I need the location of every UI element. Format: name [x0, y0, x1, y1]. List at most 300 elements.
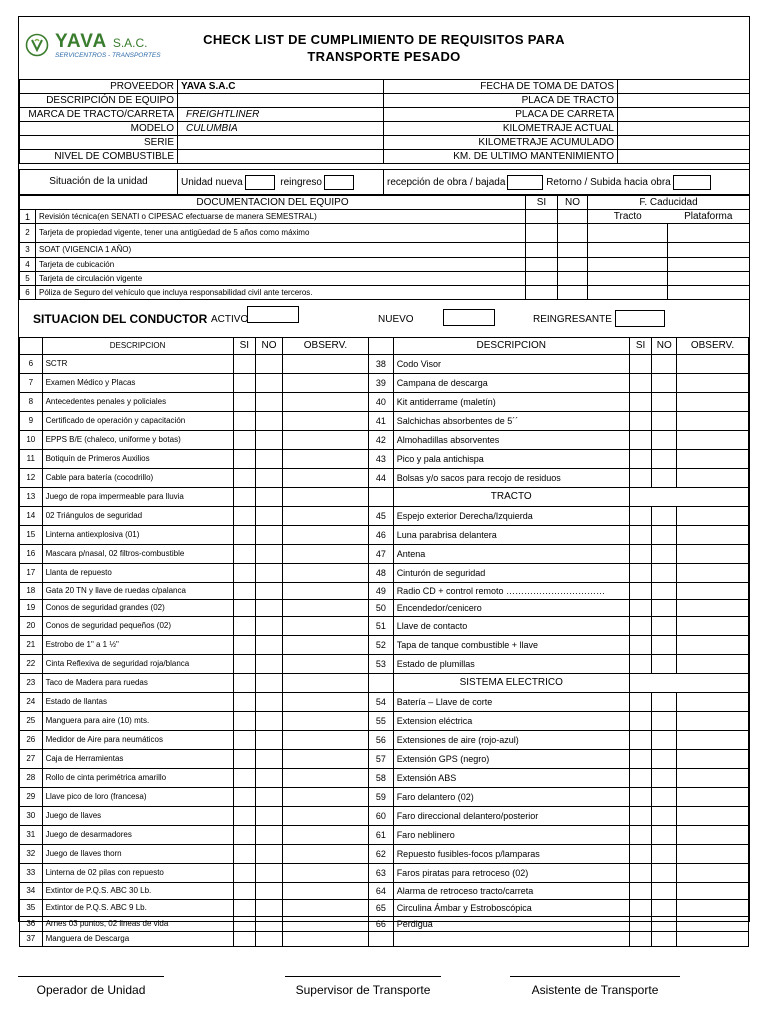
checklist-row — [20, 526, 749, 545]
right-no-cell[interactable] — [652, 600, 677, 617]
right-si-cell[interactable] — [629, 450, 652, 469]
right-si-cell[interactable] — [629, 693, 652, 712]
checklist-row — [20, 750, 749, 769]
left-obs-cell[interactable] — [282, 674, 368, 693]
left-item-number: 17 — [20, 564, 43, 583]
left-item-text: Linterna antiexplosiva (01) — [42, 526, 233, 545]
left-no-cell[interactable] — [256, 564, 283, 583]
right-no-cell[interactable] — [652, 636, 677, 655]
proveedor-label: PROVEEDOR — [20, 80, 178, 94]
doc-tracto-cell[interactable] — [588, 243, 668, 258]
left-no-cell[interactable] — [256, 788, 283, 807]
left-no-cell[interactable] — [256, 693, 283, 712]
right-si-cell[interactable] — [629, 412, 652, 431]
fecha-value[interactable] — [618, 80, 750, 94]
right-no-cell[interactable] — [652, 617, 677, 636]
right-si-cell[interactable] — [629, 932, 652, 947]
doc-no-cell[interactable] — [558, 224, 588, 243]
right-no-cell[interactable] — [652, 788, 677, 807]
km-acumulado-value[interactable] — [618, 136, 750, 150]
left-obs-cell[interactable] — [282, 583, 368, 600]
left-obs-cell[interactable] — [282, 526, 368, 545]
right-obs-cell[interactable] — [677, 932, 749, 947]
left-obs-cell[interactable] — [282, 600, 368, 617]
doc-no-cell[interactable] — [558, 243, 588, 258]
checklist-row — [20, 355, 749, 374]
checklist-row — [20, 507, 749, 526]
right-si-cell[interactable] — [629, 807, 652, 826]
right-si-cell[interactable] — [629, 355, 652, 374]
right-item-text — [393, 932, 629, 947]
right-obs-cell[interactable] — [677, 712, 749, 731]
asistente-label: Asistente de Transporte — [531, 983, 659, 997]
doc-si-cell[interactable] — [526, 224, 558, 243]
right-obs-cell[interactable] — [677, 355, 749, 374]
left-item-number: 7 — [20, 374, 43, 393]
right-no-cell[interactable] — [652, 583, 677, 600]
left-obs-cell[interactable] — [282, 807, 368, 826]
right-si-cell[interactable] — [629, 526, 652, 545]
right-no-cell[interactable] — [652, 412, 677, 431]
right-item-number: 58 — [369, 769, 394, 788]
left-obs-cell[interactable] — [282, 617, 368, 636]
right-item-text: Radio CD + control remoto …………………………… — [393, 583, 629, 600]
checklist-row — [20, 917, 749, 932]
left-no-cell[interactable] — [256, 355, 283, 374]
left-si-cell[interactable] — [233, 900, 256, 917]
right-no-cell[interactable] — [652, 655, 677, 674]
left-obs-cell[interactable] — [282, 845, 368, 864]
section-header: TRACTO — [393, 488, 629, 507]
right-obs-cell[interactable] — [677, 526, 749, 545]
right-si-cell[interactable] — [629, 769, 652, 788]
doc-plataforma-cell[interactable] — [668, 286, 750, 300]
left-no-cell[interactable] — [256, 769, 283, 788]
right-item-number: 51 — [369, 617, 394, 636]
asistente-signature[interactable] — [510, 976, 680, 997]
left-obs-cell[interactable] — [282, 750, 368, 769]
right-si-cell[interactable] — [629, 374, 652, 393]
doc-si-cell[interactable] — [526, 286, 558, 300]
right-obs-cell[interactable] — [677, 507, 749, 526]
right-no-cell[interactable] — [652, 526, 677, 545]
checklist-row — [20, 655, 749, 674]
left-obs-cell[interactable] — [282, 564, 368, 583]
right-obs-cell[interactable] — [677, 469, 749, 488]
doc-item-number: 6 — [20, 286, 36, 300]
km-actual-value[interactable] — [618, 122, 750, 136]
right-item-number: 38 — [369, 355, 394, 374]
left-obs-cell[interactable] — [282, 431, 368, 450]
left-si-cell[interactable] — [233, 450, 256, 469]
left-no-cell[interactable] — [256, 900, 283, 917]
right-obs-cell[interactable] — [677, 583, 749, 600]
left-item-text: 02 Triángulos de seguridad — [42, 507, 233, 526]
doc-item-text: SOAT (VIGENCIA 1 AÑO) — [36, 243, 526, 258]
left-obs-cell[interactable] — [282, 788, 368, 807]
reingresante-checkbox[interactable] — [615, 310, 665, 327]
right-si-cell[interactable] — [629, 845, 652, 864]
doc-tracto-cell[interactable] — [588, 272, 668, 286]
right-no-cell[interactable] — [652, 355, 677, 374]
placa-carreta-label: PLACA DE CARRETA — [384, 108, 618, 122]
right-no-cell[interactable] — [652, 731, 677, 750]
left-si-cell[interactable] — [233, 750, 256, 769]
left-item-number: 24 — [20, 693, 43, 712]
right-si-cell[interactable] — [629, 788, 652, 807]
left-obs-cell[interactable] — [282, 393, 368, 412]
right-no-cell[interactable] — [652, 564, 677, 583]
right-item-text: Faro direccional delantero/posterior — [393, 807, 629, 826]
placa-tracto-value[interactable] — [618, 94, 750, 108]
marca-value[interactable]: FREIGHTLINER — [178, 108, 384, 122]
left-obs-cell[interactable] — [282, 917, 368, 932]
si-header-left: SI — [233, 338, 256, 355]
left-no-cell[interactable] — [256, 507, 283, 526]
right-no-cell[interactable] — [652, 450, 677, 469]
right-obs-cell[interactable] — [677, 617, 749, 636]
right-no-cell[interactable] — [652, 826, 677, 845]
left-si-cell[interactable] — [233, 788, 256, 807]
right-obs-cell[interactable] — [677, 883, 749, 900]
right-item-number: 54 — [369, 693, 394, 712]
left-obs-cell[interactable] — [282, 636, 368, 655]
right-item-number: 60 — [369, 807, 394, 826]
caducidad-header: F. Caducidad — [588, 196, 750, 210]
doc-no-cell[interactable] — [558, 272, 588, 286]
left-item-text: Gata 20 TN y llave de ruedas c/palanca — [42, 583, 233, 600]
right-si-cell[interactable] — [629, 545, 652, 564]
left-no-cell[interactable] — [256, 932, 283, 947]
left-item-text: Taco de Madera para ruedas — [42, 674, 233, 693]
left-item-number: 25 — [20, 712, 43, 731]
left-obs-cell[interactable] — [282, 655, 368, 674]
right-obs-cell[interactable] — [677, 412, 749, 431]
left-obs-cell[interactable] — [282, 693, 368, 712]
doc-tracto-cell[interactable] — [588, 286, 668, 300]
right-no-cell[interactable] — [652, 693, 677, 712]
right-no-cell[interactable] — [652, 393, 677, 412]
left-no-cell[interactable] — [256, 374, 283, 393]
right-no-cell[interactable] — [652, 750, 677, 769]
right-si-cell[interactable] — [629, 917, 652, 932]
operador-signature[interactable] — [18, 976, 164, 997]
left-obs-cell[interactable] — [282, 883, 368, 900]
right-obs-cell[interactable] — [677, 636, 749, 655]
left-si-cell[interactable] — [233, 693, 256, 712]
right-item-number — [369, 488, 394, 507]
left-obs-cell[interactable] — [282, 412, 368, 431]
right-obs-cell[interactable] — [677, 900, 749, 917]
descripcion-label: DESCRIPCIÓN DE EQUIPO — [20, 94, 178, 108]
retorno-checkbox[interactable] — [673, 175, 711, 190]
right-si-cell[interactable] — [629, 600, 652, 617]
left-item-number: 23 — [20, 674, 43, 693]
situacion-conductor-row — [19, 303, 749, 338]
right-si-cell[interactable] — [629, 900, 652, 917]
nuevo-label: NUEVO — [378, 314, 414, 325]
right-obs-cell[interactable] — [677, 600, 749, 617]
left-si-cell[interactable] — [233, 655, 256, 674]
right-no-cell[interactable] — [652, 900, 677, 917]
right-obs-cell[interactable] — [677, 693, 749, 712]
left-no-cell[interactable] — [256, 450, 283, 469]
right-no-cell[interactable] — [652, 545, 677, 564]
left-no-cell[interactable] — [256, 864, 283, 883]
recepcion-label: recepción de obra / bajada — [387, 176, 506, 188]
left-obs-cell[interactable] — [282, 864, 368, 883]
right-obs-cell[interactable] — [677, 788, 749, 807]
right-no-cell[interactable] — [652, 712, 677, 731]
left-obs-cell[interactable] — [282, 374, 368, 393]
doc-tracto-cell[interactable] — [588, 258, 668, 272]
left-item-number: 10 — [20, 431, 43, 450]
no-header-left: NO — [256, 338, 283, 355]
left-si-cell[interactable] — [233, 507, 256, 526]
checklist-row — [20, 545, 749, 564]
left-no-cell[interactable] — [256, 617, 283, 636]
left-si-cell[interactable] — [233, 731, 256, 750]
right-obs-cell[interactable] — [677, 545, 749, 564]
left-obs-cell[interactable] — [282, 826, 368, 845]
left-obs-cell[interactable] — [282, 450, 368, 469]
right-item-text: Circulina Ámbar y Estroboscópica — [393, 900, 629, 917]
right-obs-cell[interactable] — [677, 750, 749, 769]
activo-checkbox[interactable] — [247, 306, 299, 323]
left-obs-cell[interactable] — [282, 731, 368, 750]
left-item-text: Juego de ropa impermeable para lluvia — [42, 488, 233, 507]
doc-tracto-cell[interactable] — [588, 224, 668, 243]
km-mant-value[interactable] — [618, 150, 750, 164]
right-item-text: Antena — [393, 545, 629, 564]
unidad-nueva-label: Unidad nueva — [181, 176, 243, 188]
doc-item-number: 3 — [20, 243, 36, 258]
left-no-cell[interactable] — [256, 731, 283, 750]
right-si-cell[interactable] — [629, 469, 652, 488]
doc-item-text: Tarjeta de circulación vigente — [36, 272, 526, 286]
supervisor-signature[interactable] — [285, 976, 441, 997]
right-si-cell[interactable] — [629, 712, 652, 731]
right-no-cell[interactable] — [652, 883, 677, 900]
left-si-cell[interactable] — [233, 393, 256, 412]
right-no-cell[interactable] — [652, 864, 677, 883]
recepcion-checkbox[interactable] — [507, 175, 543, 190]
descripcion-value[interactable] — [178, 94, 384, 108]
right-obs-cell[interactable] — [677, 393, 749, 412]
right-si-cell[interactable] — [629, 864, 652, 883]
left-si-cell[interactable] — [233, 374, 256, 393]
left-si-cell[interactable] — [233, 355, 256, 374]
unidad-nueva-checkbox[interactable] — [245, 175, 275, 190]
left-item-text: Cinta Reflexiva de seguridad roja/blanca — [42, 655, 233, 674]
left-item-text: Medidor de Aire para neumáticos — [42, 731, 233, 750]
right-si-cell[interactable] — [629, 431, 652, 450]
left-si-cell[interactable] — [233, 617, 256, 636]
left-item-text: Juego de llaves thorn — [42, 845, 233, 864]
right-si-cell[interactable] — [629, 583, 652, 600]
right-obs-cell[interactable] — [677, 731, 749, 750]
serie-value[interactable] — [178, 136, 384, 150]
right-obs-cell[interactable] — [677, 826, 749, 845]
left-obs-cell[interactable] — [282, 355, 368, 374]
right-no-cell[interactable] — [652, 374, 677, 393]
right-obs-cell[interactable] — [677, 845, 749, 864]
doc-plataforma-cell[interactable] — [668, 272, 750, 286]
left-item-text: Estrobo de 1" a 1 ½" — [42, 636, 233, 655]
modelo-value[interactable]: CULUMBIA — [178, 122, 384, 136]
left-obs-cell[interactable] — [282, 507, 368, 526]
left-no-cell[interactable] — [256, 412, 283, 431]
left-item-text: Estado de llantas — [42, 693, 233, 712]
doc-no-cell[interactable] — [558, 258, 588, 272]
right-obs-cell[interactable] — [677, 431, 749, 450]
right-si-cell[interactable] — [629, 826, 652, 845]
right-si-cell[interactable] — [629, 883, 652, 900]
left-item-number: 26 — [20, 731, 43, 750]
left-no-cell[interactable] — [256, 393, 283, 412]
right-no-cell[interactable] — [652, 807, 677, 826]
left-si-cell[interactable] — [233, 807, 256, 826]
left-si-cell[interactable] — [233, 845, 256, 864]
combustible-value[interactable] — [178, 150, 384, 164]
left-si-cell[interactable] — [233, 917, 256, 932]
left-obs-cell[interactable] — [282, 469, 368, 488]
right-obs-cell[interactable] — [677, 807, 749, 826]
doc-si-cell[interactable] — [526, 272, 558, 286]
right-obs-cell[interactable] — [677, 864, 749, 883]
left-no-cell[interactable] — [256, 583, 283, 600]
left-item-number: 21 — [20, 636, 43, 655]
left-no-cell[interactable] — [256, 883, 283, 900]
desc-header-left: DESCRIPCION — [42, 338, 233, 355]
checklist-row — [20, 932, 749, 947]
right-si-cell[interactable] — [629, 636, 652, 655]
left-no-cell[interactable] — [256, 636, 283, 655]
left-obs-cell[interactable] — [282, 932, 368, 947]
left-si-cell[interactable] — [233, 412, 256, 431]
right-obs-cell[interactable] — [677, 374, 749, 393]
right-item-text: Bolsas y/o sacos para recojo de residuos — [393, 469, 629, 488]
left-si-cell[interactable] — [233, 526, 256, 545]
right-no-cell[interactable] — [652, 769, 677, 788]
right-si-cell[interactable] — [629, 617, 652, 636]
right-item-number: 44 — [369, 469, 394, 488]
right-si-cell[interactable] — [629, 731, 652, 750]
left-si-cell[interactable] — [233, 769, 256, 788]
left-item-text: Antecedentes penales y policiales — [42, 393, 233, 412]
left-si-cell[interactable] — [233, 583, 256, 600]
left-no-cell[interactable] — [256, 712, 283, 731]
right-obs-cell[interactable] — [677, 450, 749, 469]
left-obs-cell[interactable] — [282, 769, 368, 788]
left-no-cell[interactable] — [256, 655, 283, 674]
left-si-cell[interactable] — [233, 545, 256, 564]
placa-carreta-value[interactable] — [618, 108, 750, 122]
left-si-cell[interactable] — [233, 864, 256, 883]
right-item-text: Cinturón de seguridad — [393, 564, 629, 583]
left-no-cell[interactable] — [256, 488, 283, 507]
left-no-cell[interactable] — [256, 845, 283, 864]
right-item-text: Batería – Llave de corte — [393, 693, 629, 712]
doc-plataforma-cell[interactable] — [668, 224, 750, 243]
left-obs-cell[interactable] — [282, 545, 368, 564]
right-item-number: 65 — [369, 900, 394, 917]
left-item-text: Juego de desarmadores — [42, 826, 233, 845]
left-no-cell[interactable] — [256, 807, 283, 826]
right-no-cell[interactable] — [652, 469, 677, 488]
right-no-cell[interactable] — [652, 431, 677, 450]
right-si-cell[interactable] — [629, 393, 652, 412]
left-obs-cell[interactable] — [282, 488, 368, 507]
left-no-cell[interactable] — [256, 674, 283, 693]
situacion-unidad-row — [19, 169, 750, 195]
left-no-cell[interactable] — [256, 431, 283, 450]
left-si-cell[interactable] — [233, 712, 256, 731]
right-obs-cell[interactable] — [677, 564, 749, 583]
right-si-cell[interactable] — [629, 750, 652, 769]
left-no-cell[interactable] — [256, 750, 283, 769]
doc-si-cell[interactable] — [526, 210, 558, 224]
doc-plataforma-cell[interactable] — [668, 258, 750, 272]
right-item-number: 62 — [369, 845, 394, 864]
left-no-cell[interactable] — [256, 469, 283, 488]
left-no-cell[interactable] — [256, 826, 283, 845]
right-obs-cell[interactable] — [677, 769, 749, 788]
right-item-text: Almohadillas absorventes — [393, 431, 629, 450]
right-obs-cell[interactable] — [677, 655, 749, 674]
checklist-row — [20, 583, 749, 600]
right-obs-cell[interactable] — [677, 917, 749, 932]
left-no-cell[interactable] — [256, 917, 283, 932]
left-si-cell[interactable] — [233, 469, 256, 488]
left-si-cell[interactable] — [233, 883, 256, 900]
obs-header-left: OBSERV. — [282, 338, 368, 355]
right-no-cell[interactable] — [652, 932, 677, 947]
nuevo-checkbox[interactable] — [443, 309, 495, 326]
left-si-cell[interactable] — [233, 431, 256, 450]
doc-item-text: Tarjeta de propiedad vigente, tener una antigüedad de 5 años como máximo — [36, 224, 526, 243]
left-obs-cell[interactable] — [282, 712, 368, 731]
left-no-cell[interactable] — [256, 526, 283, 545]
left-si-cell[interactable] — [233, 932, 256, 947]
right-si-cell[interactable] — [629, 564, 652, 583]
left-si-cell[interactable] — [233, 600, 256, 617]
proveedor-value[interactable]: YAVA S.A.C — [178, 80, 384, 94]
doc-no-cell[interactable] — [558, 210, 588, 224]
left-si-cell[interactable] — [233, 636, 256, 655]
header-number-cell — [369, 338, 394, 355]
left-si-cell[interactable] — [233, 826, 256, 845]
right-no-cell[interactable] — [652, 917, 677, 932]
left-no-cell[interactable] — [256, 600, 283, 617]
left-si-cell[interactable] — [233, 674, 256, 693]
right-si-cell[interactable] — [629, 655, 652, 674]
reingreso-checkbox[interactable] — [324, 175, 354, 190]
right-item-text: Alarma de retroceso tracto/carreta — [393, 883, 629, 900]
left-si-cell[interactable] — [233, 488, 256, 507]
right-no-cell[interactable] — [652, 507, 677, 526]
right-si-cell[interactable] — [629, 507, 652, 526]
left-obs-cell[interactable] — [282, 900, 368, 917]
doc-si-cell[interactable] — [526, 243, 558, 258]
doc-plataforma-cell[interactable] — [668, 243, 750, 258]
doc-no-cell[interactable] — [558, 286, 588, 300]
left-no-cell[interactable] — [256, 545, 283, 564]
left-si-cell[interactable] — [233, 564, 256, 583]
right-no-cell[interactable] — [652, 845, 677, 864]
doc-si-cell[interactable] — [526, 258, 558, 272]
left-item-number: 13 — [20, 488, 43, 507]
